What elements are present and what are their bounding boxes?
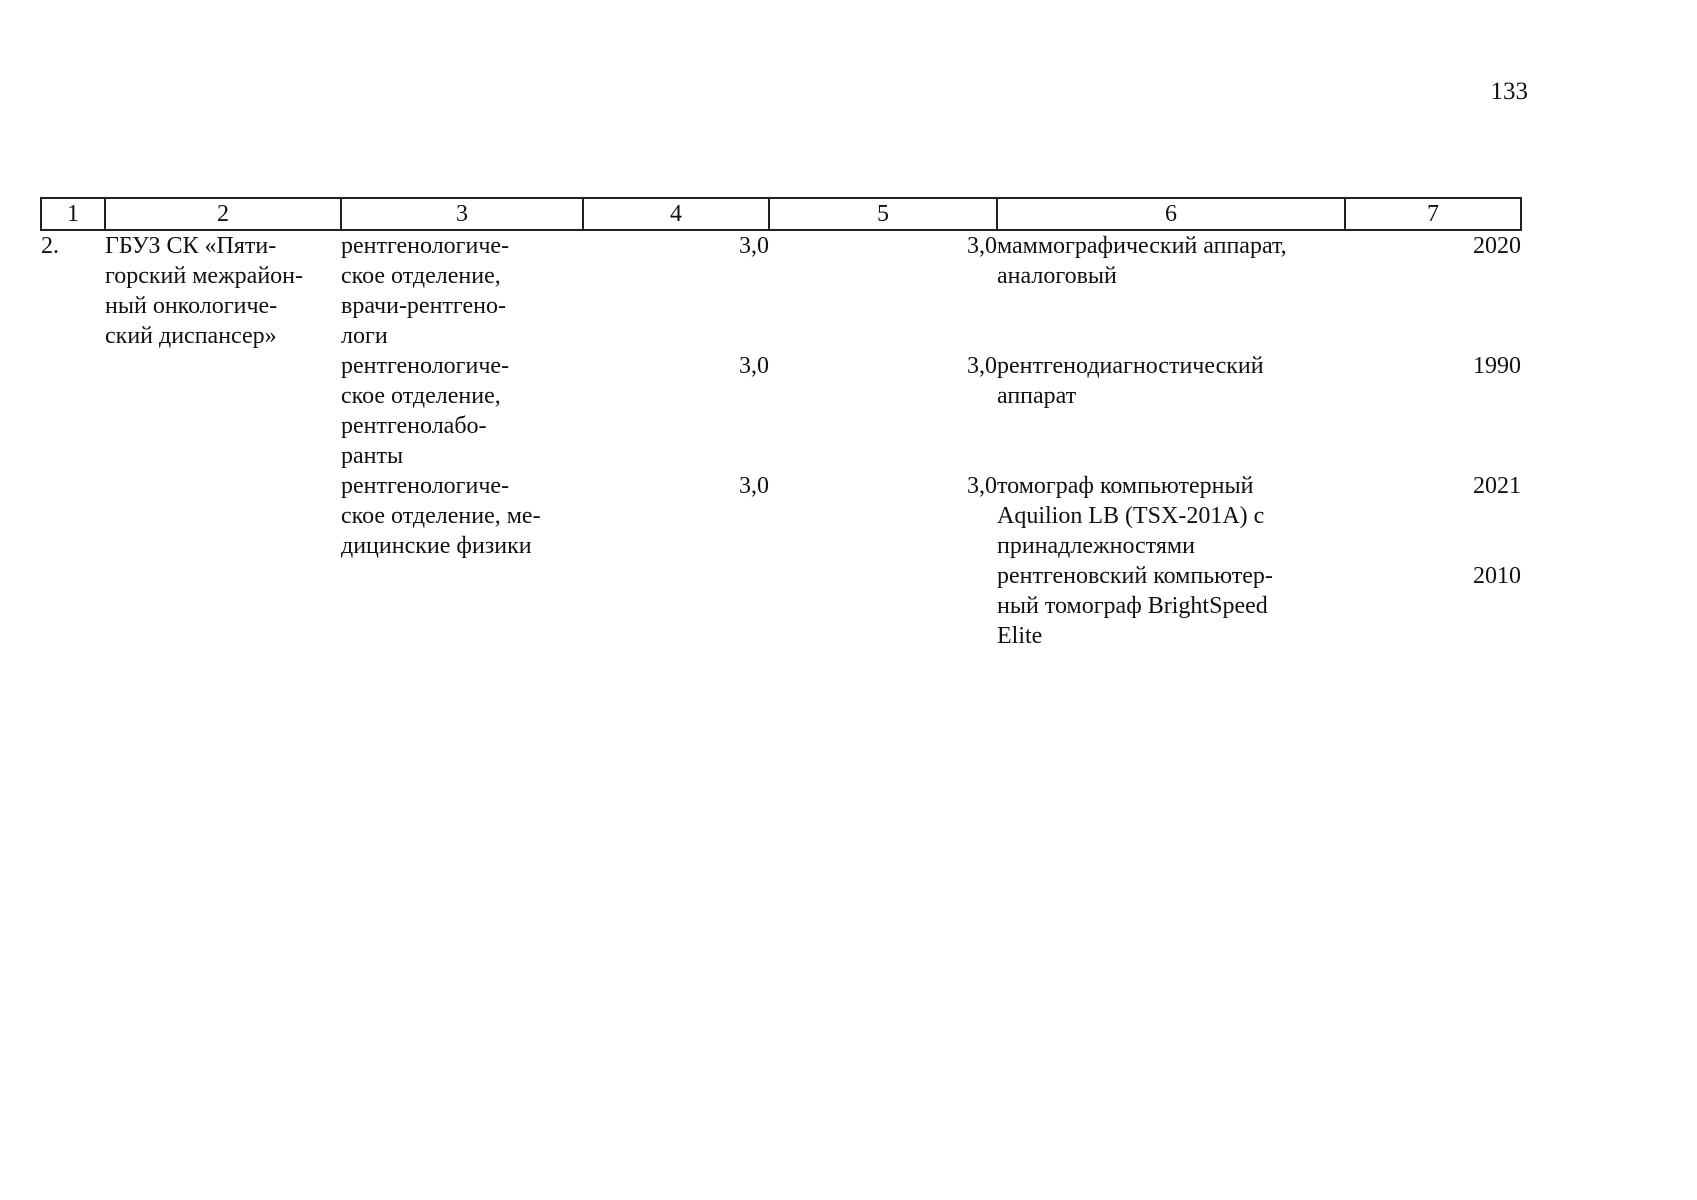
- col5-value: 3,0: [967, 473, 997, 499]
- organization-name: [105, 230, 341, 651]
- equipment-table: [40, 197, 1522, 651]
- col5-value: [769, 561, 997, 651]
- equipment-line: аппарат: [997, 383, 1077, 409]
- department-cell: [341, 230, 583, 351]
- page-number: 133: [1490, 78, 1528, 105]
- department-line: ское отделение,: [341, 383, 501, 409]
- header-cell-3: 3: [341, 198, 583, 230]
- equipment-line: Aquilion LB (TSX-201A) с: [997, 503, 1265, 529]
- col4-value: 3,0: [739, 233, 769, 259]
- equipment-cell: [997, 351, 1345, 471]
- header-cell-1: 1: [41, 198, 105, 230]
- department-line: ское отделение,: [341, 263, 501, 289]
- department-line: рентгенологиче-: [341, 233, 510, 259]
- year-value: 2020: [1473, 233, 1521, 259]
- header-cell-6: 6: [997, 198, 1345, 230]
- equipment-line: Elite: [997, 623, 1043, 649]
- equipment-line: аналоговый: [997, 263, 1117, 289]
- department-cell: [341, 351, 583, 471]
- equipment-line: рентгеновский компьютер-: [997, 563, 1273, 589]
- header-row: [41, 198, 1521, 230]
- table-container: [40, 197, 1520, 651]
- organization-line: горский межрайон-: [105, 263, 303, 289]
- department-line: врачи-рентгено-: [341, 293, 506, 319]
- department-line: рентгенолабо-: [341, 413, 487, 439]
- year-value: 2021: [1473, 473, 1521, 499]
- year-value: 1990: [1473, 353, 1521, 379]
- equipment-line: томограф компьютерный: [997, 473, 1254, 499]
- equipment-line: принадлежностями: [997, 533, 1195, 559]
- department-line: ранты: [341, 443, 404, 469]
- header-cell-4: 4: [583, 198, 769, 230]
- year-value: 2010: [1473, 563, 1521, 589]
- header-cell-2: 2: [105, 198, 341, 230]
- col5-value: 3,0: [967, 233, 997, 259]
- col4-value: [583, 561, 769, 651]
- department-line: логи: [341, 323, 388, 349]
- department-line: рентгенологиче-: [341, 353, 510, 379]
- department-line: ское отделение, ме-: [341, 503, 541, 529]
- organization-line: ный онкологиче-: [105, 293, 278, 319]
- col4-value: 3,0: [739, 473, 769, 499]
- department-cell: [341, 561, 583, 651]
- entry-number: 2.: [41, 233, 59, 259]
- department-cell: [341, 471, 583, 561]
- header-cell-7: 7: [1345, 198, 1521, 230]
- equipment-cell: [997, 471, 1345, 561]
- organization-line: ГБУЗ СК «Пяти-: [105, 233, 277, 259]
- department-line: рентгенологиче-: [341, 473, 510, 499]
- equipment-line: рентгенодиагностический: [997, 353, 1264, 379]
- col4-value: 3,0: [739, 353, 769, 379]
- department-line: дицинские физики: [341, 533, 532, 559]
- organization-line: ский диспансер»: [105, 323, 277, 349]
- equipment-cell: [997, 561, 1345, 651]
- col5-value: 3,0: [967, 353, 997, 379]
- equipment-line: ный томограф BrightSpeed: [997, 593, 1268, 619]
- header-cell-5: 5: [769, 198, 997, 230]
- table-row: [41, 230, 1521, 351]
- equipment-line: маммографический аппарат,: [997, 233, 1287, 259]
- equipment-cell: [997, 230, 1345, 351]
